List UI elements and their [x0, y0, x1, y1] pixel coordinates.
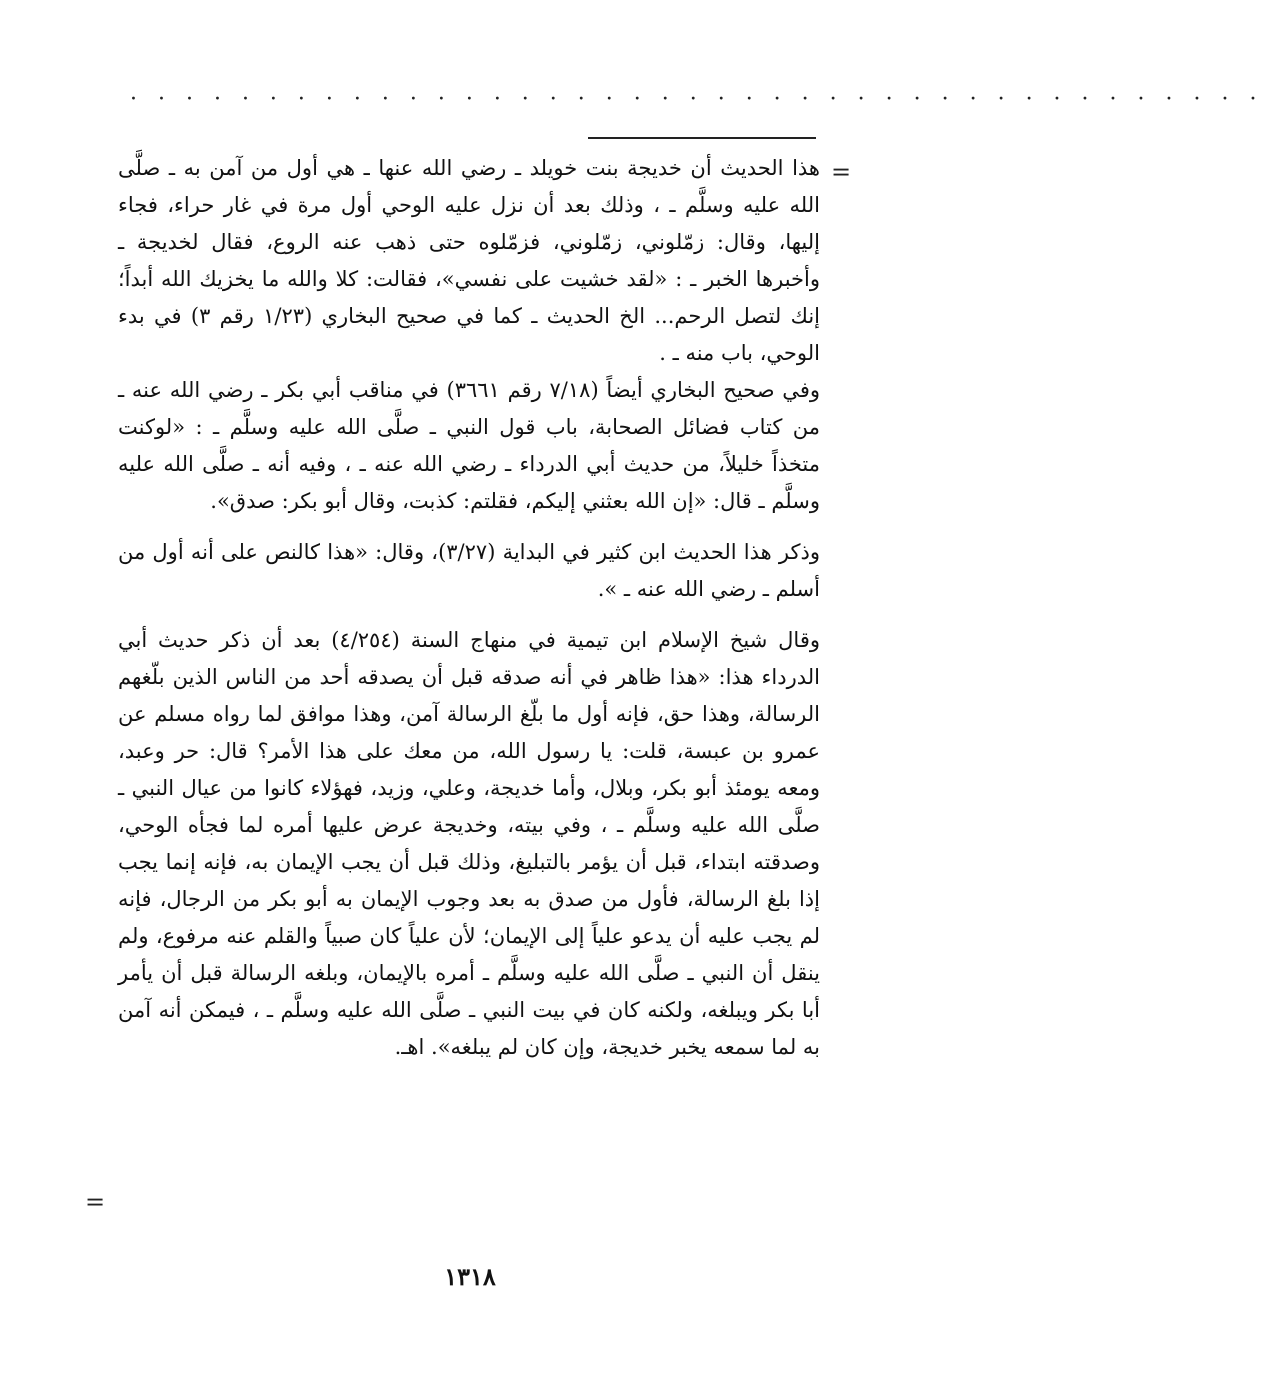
paragraph: وذكر هذا الحديث ابن كثير في البداية (٣/٢٧)، وقال: «هذا كالنص على أنه أول من أسلم ـ رضي الله عنه ـ ».: [118, 540, 821, 601]
page-number: ١٣١٨: [444, 1262, 496, 1291]
paragraph: هذا الحديث أن خديجة بنت خويلد ـ رضي الله عنها ـ هي أول من آمن به ـ صلَّى الله عليه وسلَّم ـ ، وذلك بعد أن نزل عليه الوحي أول مرة في غار حراء، فجاء إليها، وقال: زمّلوني، زمّلوني، فزمّلوه حتى ذهب عنه الروع، فقال لخديجة ـ وأخبرها الخبر ـ : «لقد خشيت على نفسي»، فقالت: كلا والله ما يخزيك الله أبداً؛ إنك لتصل الرحم... الخ الحديث ـ كما في صحيح البخاري (١/٢٣ رقم ٣) في بدء الوحي، باب منه ـ .: [118, 156, 821, 365]
footnote-text: [118, 150, 820, 1066]
continuation-mark-top: =: [831, 158, 852, 186]
continuation-mark-bottom: =: [85, 1188, 106, 1216]
paragraph: وقال شيخ الإسلام ابن تيمية في منهاج السنة (٤/٢٥٤) بعد أن ذكر حديث أبي الدرداء هذا: «هذا ظاهر في أنه صدقه قبل أن يصدقه أحد من الناس الذين بلّغهم الرسالة، وهذا حق، فإنه أول ما بلّغ الرسالة آمن، وهذا موافق لما رواه مسلم عن عمرو بن عبسة، قلت: يا رسول الله، من معك على هذا الأمر؟ قال: حر وعبد، ومعه يومئذ أبو بكر، وبلال، وأما خديجة، وعلي، وزيد، فهؤلاء كانوا من عيال النبي ـ صلَّى الله عليه وسلَّم ـ ، وفي بيته، وخديجة عرض عليها أمره لما فجأه الوحي، وصدقته ابتداء، قبل أن يؤمر بالتبليغ، وذلك قبل أن يجب الإيمان به، فإنه إنما يجب إذا بلغ الرسالة، فأول من صدق به بعد وجوب الإيمان به أبو بكر من الرجال، فإنه لم يجب عليه أن يدعو علياً إلى الإيمان؛ لأن علياً كان صبياً والقلم عنه مرفوع، ولم ينقل أن النبي ـ صلَّى الله عليه وسلَّم ـ أمره بالإيمان، وبلغه الرسالة قبل أن يأمر أبا بكر ويبلغه، ولكنه كان في بيت النبي ـ صلَّى الله عليه وسلَّم ـ ، فيمكن أنه آمن به لما سمعه يخبر خديجة، وإن كان لم يبلغه». اهـ.: [118, 628, 821, 1059]
paragraph: وفي صحيح البخاري أيضاً (٧/١٨ رقم ٣٦٦١) في مناقب أبي بكر ـ رضي الله عنه ـ من كتاب فضائل الصحابة، باب قول النبي ـ صلَّى الله عليه وسلَّم ـ : «لوكنت متخذاً خليلاً، من حديث أبي الدرداء ـ رضي الله عنه ـ ، وفيه أنه ـ صلَّى الله عليه وسلَّم ـ قال: «إن الله بعثني إليكم، فقلتم: كذبت، وقال أبو بكر: صدق».: [118, 378, 820, 513]
dotted-separator: · · · · · · · · · · · · · · · · · · · · · · · · · · · · · · · · · · · · · · · · ·: [130, 87, 1263, 112]
footnote-rule: [588, 137, 816, 139]
